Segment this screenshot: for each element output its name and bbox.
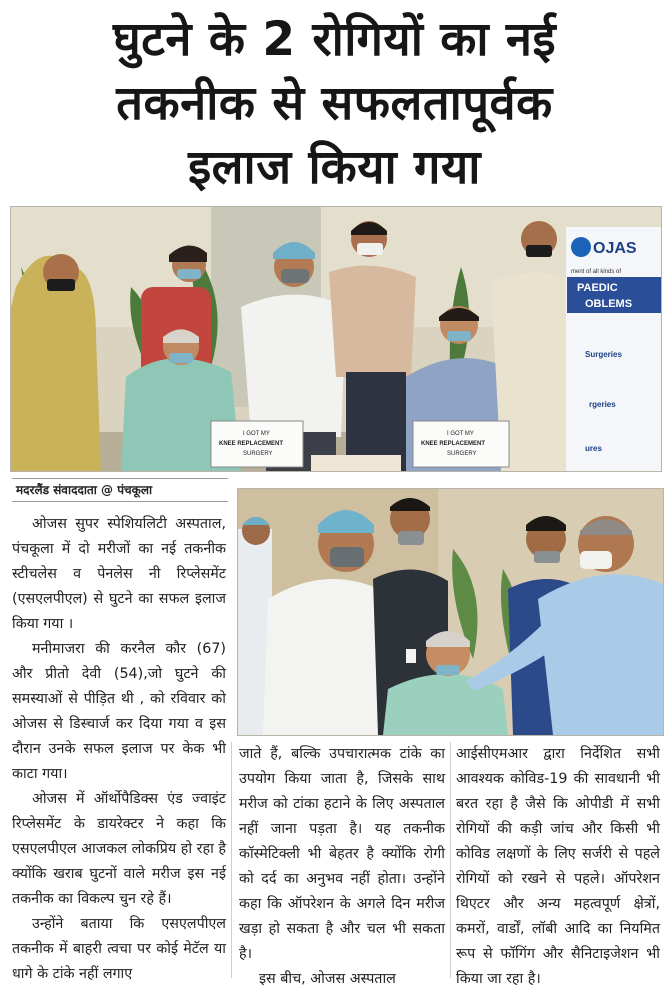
headline bbox=[0, 8, 669, 200]
column-rule-2 bbox=[450, 742, 451, 978]
sign-left bbox=[211, 421, 303, 467]
banner-line-2: PAEDIC bbox=[577, 282, 618, 294]
article-column-3 bbox=[456, 742, 660, 992]
paragraph: ओजस सुपर स्पेशियलिटी अस्पताल, पंचकूला में दो मरीजों का नई तकनीक स्टीचलेस व पेनलेस नी रिप्लेसमेंट (एसएलपीएल) से घुटने का सफल इलाज किया गया । bbox=[12, 516, 226, 632]
cake-photo bbox=[237, 488, 664, 736]
byline: मदरलैंड संवाददाता @ पंचकूला bbox=[12, 478, 228, 502]
banner-surgeries-2: rgeries bbox=[589, 400, 616, 409]
group-photo bbox=[10, 206, 662, 472]
banner-line-1: ment of all kinds of bbox=[571, 269, 622, 275]
article-column-1 bbox=[12, 512, 226, 987]
headline-line-2: तकनीक से सफलतापूर्वक bbox=[116, 76, 553, 131]
paragraph: जाते हैं, बल्कि उपचारात्मक टांके का उपयोग किया जाता है, जिसके साथ मरीज को टांका हटाने के लिए अस्पताल नहीं जाना पड़ता है। यह तकनीक कॉस्मेटिक्ली भी बेहतर है क्योंकि रोगी को दर्द का अनुभव नहीं होता। उन्होंने कहा कि ऑपरेशन के अगले दिन मरीज खड़ा हो सकता है और चल भी सकता है। bbox=[239, 746, 445, 962]
paragraph: इस बीच, ओजस अस्पताल bbox=[259, 971, 396, 987]
banner-surgeries-1: Surgeries bbox=[585, 350, 622, 359]
cake bbox=[311, 455, 401, 471]
paragraph: ओजस में ऑर्थोपैडिक्स एंड ज्वाइंट रिप्लेसमेंट के डायरेक्टर ने कहा कि एसएलपीएल आजकल लोकप्रिय हो रहा है क्योंकि खराब घुटनों वाले मरीज इस नई तकनीक का विकल्प चुन रहे हैं। bbox=[12, 791, 226, 907]
article-column-2 bbox=[239, 742, 445, 992]
column-rule-1 bbox=[231, 742, 232, 978]
paragraph: मनीमाजरा की करनैल कौर (67) और प्रीतो देवी (54),जो घुटने की समस्याओं से पीड़ित थी , को रविवार को ओजस से डिस्चार्ज कर दिया गया व इस दौरान उनके सफल इलाज पर केक भी काटा गया। bbox=[12, 641, 226, 782]
ojas-banner bbox=[566, 227, 661, 471]
sign-left-line-3: SURGERY bbox=[243, 451, 273, 457]
sign-left-line-1: I GOT MY bbox=[243, 431, 270, 437]
person-1 bbox=[11, 254, 101, 471]
banner-brand: OJAS bbox=[593, 240, 637, 257]
sign-right-line-3: SURGERY bbox=[447, 451, 477, 457]
sign-left-line-2: KNEE REPLACEMENT bbox=[219, 441, 284, 447]
paragraph: आईसीएमआर द्वारा निर्देशित सभी आवश्यक कोविड-19 की सावधानी भी बरत रहा है जैसे कि ओपीडी में सभी रोगियों की कड़ी जांच और किसी भी कोविड लक्षणों के लिए सर्जरी से पहले रोगियों को रखने से पहले। ऑपरेशन थिएटर और अन्य महत्वपूर्ण क्षेत्रों, कमरों, वार्डों, लॉबी आदि का नियमित रूप से फॉगिंग और सैनिटाइजेशन भी किया जा रहा है। bbox=[456, 746, 660, 987]
sign-right bbox=[413, 421, 509, 467]
banner-cures: ures bbox=[585, 444, 602, 453]
headline-line-3: इलाज किया गया bbox=[188, 140, 481, 195]
sign-right-line-2: KNEE REPLACEMENT bbox=[421, 441, 486, 447]
sign-right-line-1: I GOT MY bbox=[447, 431, 474, 437]
headline-line-1: घुटने के 2 रोगियों का नई bbox=[112, 12, 557, 67]
banner-line-3: OBLEMS bbox=[585, 298, 633, 310]
paragraph: उन्होंने बताया कि एसएलपीएल तकनीक में बाहरी त्वचा पर कोई मेटॅल या धागे के टांके नहीं लगाए bbox=[12, 916, 226, 982]
